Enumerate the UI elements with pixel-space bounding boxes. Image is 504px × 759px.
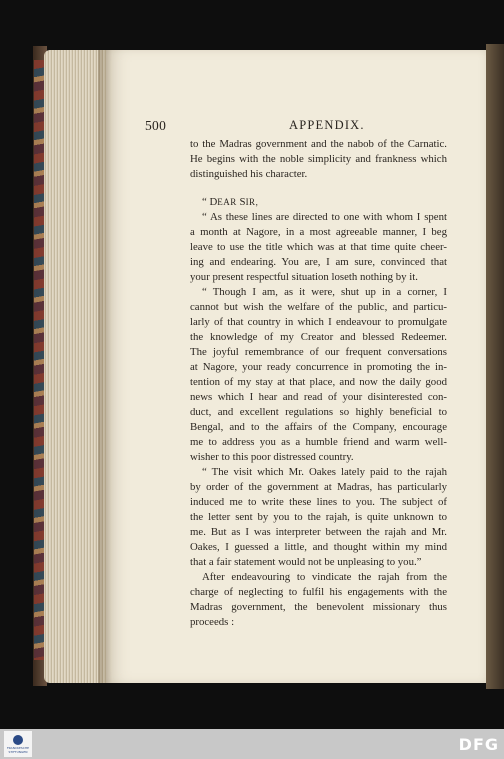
text-line: wisher to this poor distressed country. (190, 451, 354, 463)
text-line: induced me to write these lines to you. The subject of (190, 496, 447, 508)
text-line: “ The visit which Mr. Oakes lately paid to the rajah (202, 466, 447, 478)
text-line: “ As these lines are directed to one with whom I spent (202, 211, 447, 223)
text-line: ing and endearing. You are, I am sure, convinced that (190, 256, 447, 268)
running-head: APPENDIX. (289, 118, 365, 132)
text-line: He begins with the noble simplicity and frankness which (190, 153, 447, 165)
text-line: After endeavouring to vindicate the rajah from the (202, 571, 447, 583)
text-line: charge of neglecting to fulfil his engagements with the (190, 586, 447, 598)
dfg-logo[interactable]: DFG (458, 735, 499, 754)
text-line: me. But as I was interpreter between the rajah and Mr. (190, 526, 447, 538)
text-line: proceeds : (190, 616, 235, 628)
page-body (190, 137, 447, 630)
text-line: duct, and excellent regulations so highly beneficial to (190, 406, 447, 418)
text-line: tention of my stay at that place, and now the daily good (190, 376, 447, 388)
text-line: Bengal, and to the affairs of the Company, encourage (190, 421, 447, 433)
text-line: cannot but wish the welfare of the public, and particu- (190, 301, 447, 313)
text-line: at Nagore, your ready concurrence in promoting the in- (190, 361, 447, 373)
text-line: by order of the government at Madras, has particularly (190, 481, 447, 493)
text-line: leave to use the title which was at that time quite cheer- (190, 241, 447, 253)
text-line: Oakes, I guessed a little, and thought within my mind (190, 541, 447, 553)
gutter-shadow (98, 50, 112, 683)
text-line: news which I hear and read of your disinterested con- (190, 391, 447, 403)
library-emblem-icon (13, 735, 23, 745)
text-line: that a fair statement would not be unpleasing to you.” (190, 556, 422, 568)
library-logo-text: FRANCKESCHE STIFTUNGEN (6, 745, 30, 754)
salutation: “ DEAR SIR, (202, 196, 259, 208)
book-cover-right (486, 44, 504, 689)
text-line: Madras government, the benevolent missionary thus (190, 601, 447, 613)
library-logo[interactable] (4, 731, 32, 757)
text-line: your present respectful situation loseth nothing by it. (190, 271, 418, 283)
page-edges (44, 50, 106, 683)
text-line: the letter sent by you to the rajah, is quite unknown to (190, 511, 447, 523)
text-line: me to address you as a humble friend and warm well- (190, 436, 447, 448)
text-line: larly of that country in which I endeavour to promulgate (190, 316, 447, 328)
footer-bar (0, 729, 504, 759)
text-line: The joyful remembrance of our frequent conversations (190, 346, 447, 358)
text-line: to the Madras government and the nabob of the Carnatic. (190, 138, 447, 150)
marbled-endpaper (34, 60, 44, 660)
text-line: the knowledge of my Creator and blessed Redeemer. (190, 331, 447, 343)
text-line: distinguished his character. (190, 168, 308, 180)
text-line: “ Though I am, as it were, shut up in a corner, I (202, 286, 447, 298)
text-line: a month at Nagore, in a most agreeable manner, I beg (190, 226, 447, 238)
page-number: 500 (145, 118, 167, 133)
